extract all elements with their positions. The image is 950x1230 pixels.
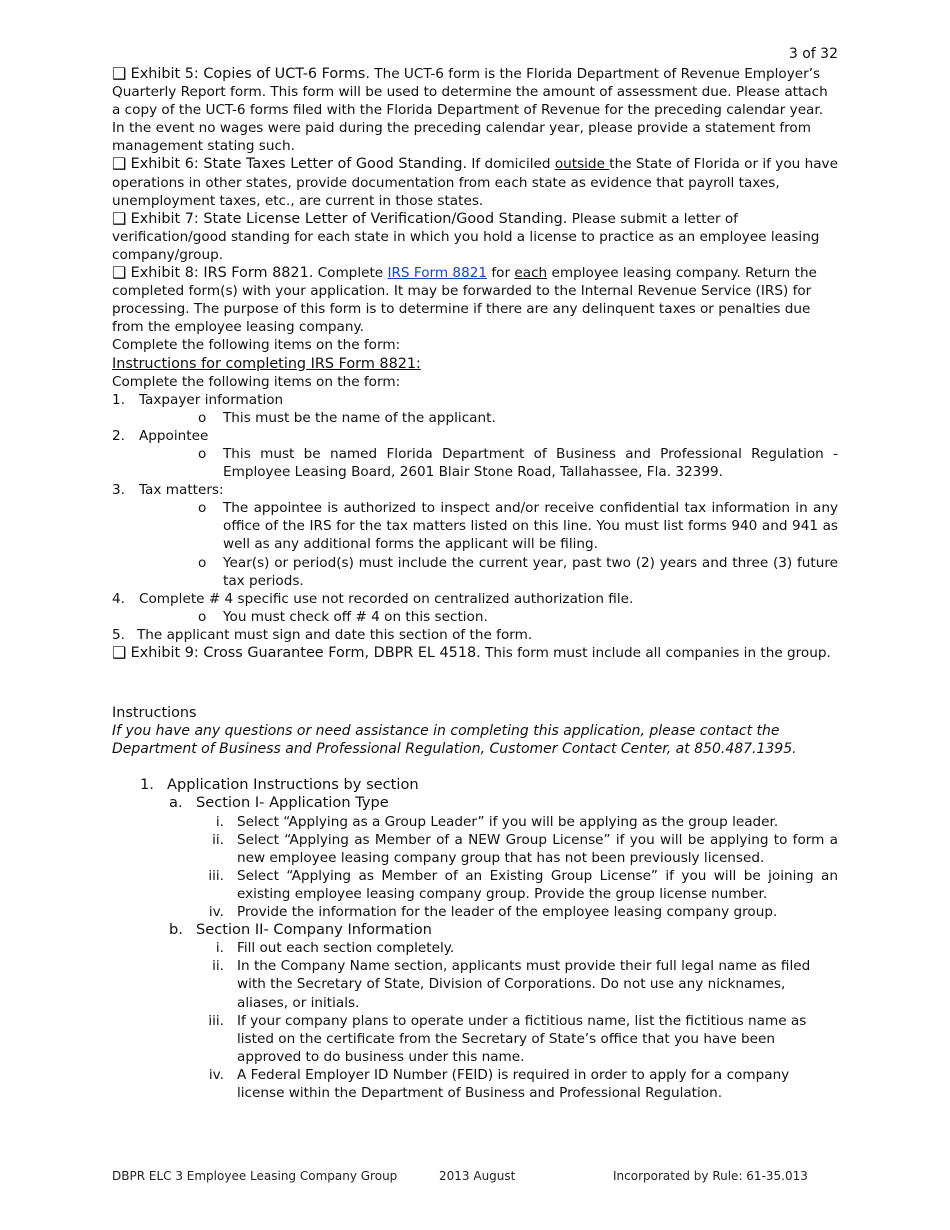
- list-item: [112, 1012, 838, 1066]
- list-item: [112, 427, 838, 445]
- exhibit-7: [112, 210, 838, 264]
- checkbox-icon[interactable]: ❑: [112, 643, 127, 662]
- complete-items-text: Complete the following items on the form:: [112, 373, 401, 390]
- list-item: [112, 1066, 838, 1102]
- bullet-icon: o: [198, 608, 207, 625]
- item-label: The applicant must sign and date this section of the form.: [137, 626, 533, 643]
- section-label: Section II- Company Information: [196, 921, 432, 939]
- list-item: [112, 626, 838, 644]
- sub-item: [112, 499, 838, 553]
- item-label: Taxpayer information: [139, 391, 284, 408]
- item-number: i.: [215, 813, 224, 830]
- spacer: [112, 680, 838, 698]
- exhibit-6-body-post: the State of Florida or if you have operations in other states, provide documentation from each state as evidence that payroll taxes, unemployment taxes, etc., are current in those states.: [112, 156, 838, 209]
- checkbox-icon[interactable]: ❑: [112, 263, 127, 283]
- item-number: 1.: [112, 391, 125, 408]
- sub-item: [112, 445, 838, 481]
- item-number: 3.: [112, 482, 125, 499]
- list-item: [112, 813, 838, 831]
- footer-rule: Incorporated by Rule: 61-35.013: [613, 1169, 808, 1183]
- exhibit-6-body-pre: If domiciled: [467, 156, 555, 173]
- document-body: [112, 65, 838, 1102]
- item-label: Appointee: [139, 427, 209, 444]
- list-item: [112, 831, 838, 867]
- list-item: [112, 903, 838, 921]
- item-text: Select “Applying as Member of a NEW Group License” if you will be applying to form a new employee leasing company group that has not been previously licensed.: [237, 831, 838, 866]
- section-label: Section I- Application Type: [196, 794, 389, 812]
- sub-item: [112, 554, 838, 590]
- checkbox-icon[interactable]: ❑: [112, 208, 127, 228]
- irs-form-8821-link[interactable]: IRS Form 8821: [387, 265, 488, 282]
- bullet-icon: o: [198, 409, 207, 426]
- item-number: b.: [169, 921, 183, 939]
- item-text: Select “Applying as Member of an Existing Group License” if you will be joining an existing employee leasing company group. Provide the group license number.: [237, 867, 838, 902]
- exhibit-5-title: Exhibit 5: Copies of UCT-6 Forms.: [130, 66, 370, 82]
- exhibit-8-body-post: employee leasing company. Return the completed form(s) with your application. It may be forwarded to the Internal Revenue Service (IRS) for processing. The purpose of this form is to determine if there are any delinquent taxes or penalties due from the employee leasing company.: [112, 265, 817, 336]
- sub-item-text: You must check off # 4 on this section.: [223, 608, 488, 625]
- item-number: iii.: [208, 867, 224, 884]
- item-number: iv.: [208, 1066, 224, 1083]
- form-items-list: [112, 391, 838, 644]
- list-item: [112, 590, 838, 608]
- exhibit-8-body-pre: Complete: [313, 265, 388, 282]
- contact-note: If you have any questions or need assistance in completing this application, please contact the Department of Business and Professional Regulation, Customer Contact Center, at 850.487.1395.: [112, 723, 797, 758]
- bullet-icon: o: [198, 445, 207, 462]
- item-text: Select “Applying as a Group Leader” if you will be applying as the group leader.: [237, 813, 779, 830]
- item-text: If your company plans to operate under a fictitious name, list the fictitious name as listed on the certificate from the Secretary of State’s office that you have been approved to do business under this name.: [237, 1012, 807, 1065]
- sub-item: [112, 608, 838, 626]
- list-item: [112, 867, 838, 903]
- exhibit-5-body: The UCT-6 form is the Florida Department of Revenue Employer’s Quarterly Report form. This form will be used to determine the amount of assessment due. Please attach a copy of the UCT-6 forms filed with the Florida Department of Revenue for the preceding calendar year. In the event no wages were paid during the preceding calendar year, please provide a statement from management stating such.: [112, 66, 828, 155]
- sub-item-text: The appointee is authorized to inspect and/or receive confidential tax information in any office of the IRS for the tax matters listed on this line. You must list forms 940 and 941 as well as any additional forms the applicant will be filing.: [223, 500, 838, 553]
- list-item: [112, 957, 838, 1011]
- app-instructions-heading: [112, 776, 838, 794]
- exhibit-7-body: Please submit a letter of verification/good standing for each state in which you hold a license to practice as an employee leasing company/group.: [112, 210, 820, 263]
- exhibit-9: [112, 644, 838, 662]
- sub-item-text: Year(s) or period(s) must include the current year, past two (2) years and three (3) future tax periods.: [223, 554, 838, 589]
- item-text: Provide the information for the leader of the employee leasing company group.: [237, 904, 778, 921]
- item-number: iv.: [208, 904, 224, 921]
- exhibit-6: [112, 155, 838, 209]
- item-text: In the Company Name section, applicants must provide their full legal name as filed with the Secretary of State, Division of Corporations. Do not use any nicknames, aliases, or initials.: [237, 958, 811, 1011]
- section-heading: [112, 921, 838, 939]
- item-label: Tax matters:: [139, 482, 224, 499]
- exhibit-8-each: each: [514, 265, 548, 282]
- item-number: a.: [169, 794, 183, 812]
- item-label: Complete # 4 specific use not recorded on centralized authorization file.: [139, 590, 634, 607]
- item-number: 1.: [140, 776, 154, 794]
- item-text: Fill out each section completely.: [237, 940, 455, 957]
- bullet-icon: o: [198, 500, 207, 517]
- exhibit-5: [112, 65, 838, 155]
- item-number: i.: [215, 940, 224, 957]
- list-item: [112, 939, 838, 957]
- exhibit-8-title: Exhibit 8: IRS Form 8821.: [130, 265, 314, 282]
- checkbox-icon[interactable]: ❑: [112, 154, 127, 174]
- list-item: [112, 481, 838, 499]
- exhibit-8-body-mid: for: [487, 265, 515, 282]
- exhibit-6-title: Exhibit 6: State Taxes Letter of Good Standing.: [130, 156, 468, 173]
- spacer: [112, 662, 838, 680]
- item-number: 5.: [112, 626, 125, 643]
- item-number: 2.: [112, 427, 125, 444]
- exhibit-8: [112, 264, 838, 336]
- checkbox-icon[interactable]: ❑: [112, 64, 127, 83]
- footer-date: 2013 August: [439, 1169, 516, 1183]
- sub-item: [112, 409, 838, 427]
- item-number: ii.: [212, 958, 224, 975]
- item-number: 4.: [112, 590, 125, 607]
- list-item: [112, 391, 838, 409]
- complete-items-text: Complete the following items on the form:: [112, 337, 401, 354]
- item-number: ii.: [212, 831, 224, 848]
- item-text: A Federal Employer ID Number (FEID) is required in order to apply for a company license within the Department of Business and Professional Regulation.: [237, 1066, 790, 1101]
- item-label: Application Instructions by section: [167, 776, 419, 794]
- exhibit-7-title: Exhibit 7: State License Letter of Verification/Good Standing.: [130, 210, 568, 227]
- sub-item-text: This must be named Florida Department of Business and Professional Regulation - Employee Leasing Board, 2601 Blair Stone Road, Tallahassee, Fla. 32399.: [223, 445, 838, 481]
- exhibit-9-body: This form must include all companies in the group.: [480, 645, 831, 661]
- page-number: 3 of 32: [788, 46, 838, 62]
- instructions-title: Instructions: [112, 705, 197, 722]
- footer-form-name: DBPR ELC 3 Employee Leasing Company Group: [112, 1169, 398, 1183]
- item-number: iii.: [208, 1012, 224, 1029]
- exhibit-9-title: Exhibit 9: Cross Guarantee Form, DBPR EL 4518.: [130, 645, 481, 661]
- exhibit-6-outside: outside: [554, 156, 610, 173]
- section-heading: [112, 794, 838, 812]
- instructions-8821-heading: Instructions for completing IRS Form 8821:: [112, 355, 421, 372]
- bullet-icon: o: [198, 554, 207, 571]
- sub-item-text: This must be the name of the applicant.: [223, 409, 496, 426]
